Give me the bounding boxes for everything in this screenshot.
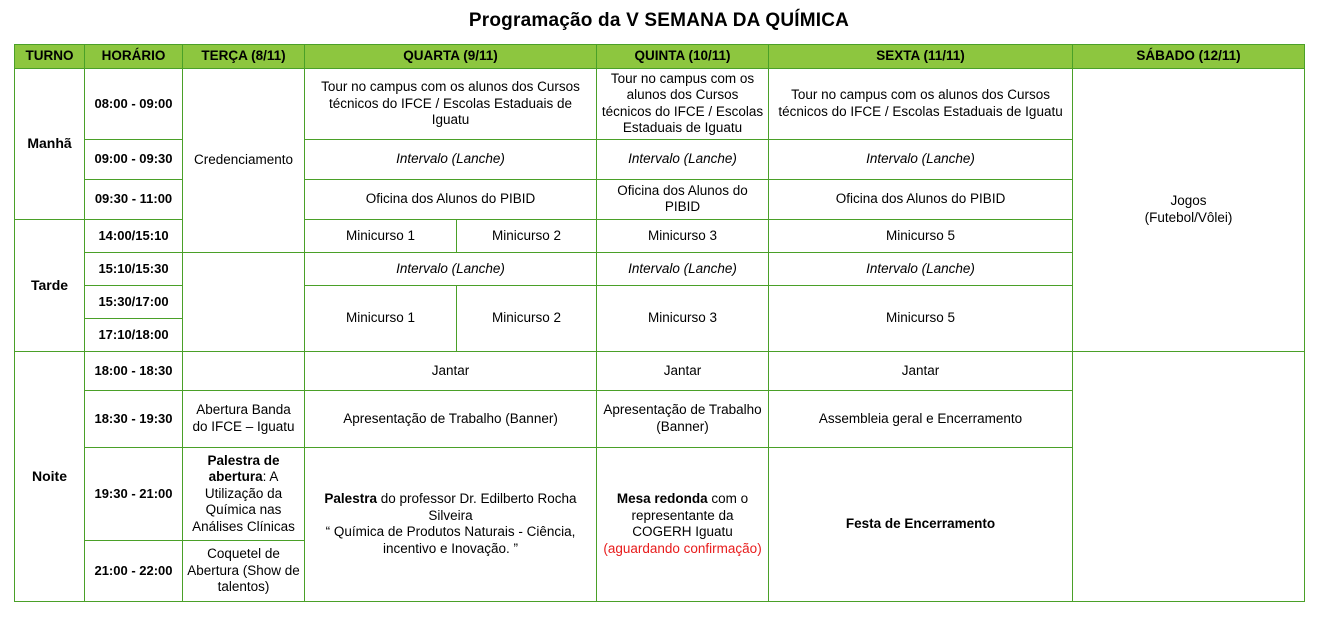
- palestra-rest: do professor Dr. Edilberto Rocha Silveira: [376, 491, 577, 523]
- cell-oficina-sexta: Oficina dos Alunos do PIBID: [769, 179, 1073, 219]
- palestra-abertura-rest: : A Utilização da Química nas Análises Clínicas: [192, 469, 295, 534]
- column-header-horario: HORÁRIO: [85, 45, 183, 69]
- cell-oficina-quinta: Oficina dos Alunos do PIBID: [597, 179, 769, 219]
- cell-minicurso-2: Minicurso 2: [457, 219, 597, 252]
- cell-minicurso-1b: Minicurso 1: [305, 285, 457, 351]
- cell-mesa-redonda: [597, 447, 769, 601]
- cell-credenciamento-tarde: [183, 252, 305, 351]
- time-1930-2100: 19:30 - 21:00: [85, 447, 183, 540]
- mesa-label: Mesa redonda: [616, 491, 708, 507]
- time-0930-1100: 09:30 - 11:00: [85, 179, 183, 219]
- column-header-turno: TURNO: [15, 45, 85, 69]
- cell-intervalo-quinta-manha: Intervalo (Lanche): [597, 139, 769, 179]
- cell-minicurso-5: Minicurso 5: [769, 219, 1073, 252]
- time-1510-1530: 15:10/15:30: [85, 252, 183, 285]
- time-2100-2200: 21:00 - 22:00: [85, 540, 183, 601]
- cell-intervalo-quarta-tarde: Intervalo (Lanche): [305, 252, 597, 285]
- cell-intervalo-quinta-tarde: Intervalo (Lanche): [597, 252, 769, 285]
- cell-intervalo-quarta-manha: Intervalo (Lanche): [305, 139, 597, 179]
- cell-minicurso-2b: Minicurso 2: [457, 285, 597, 351]
- header-row: [15, 45, 1305, 69]
- column-header-terca: TERÇA (8/11): [183, 45, 305, 69]
- cell-apresentacao-quarta: Apresentação de Trabalho (Banner): [305, 390, 597, 447]
- cell-jogos: [1073, 69, 1305, 352]
- cell-assembleia: Assembleia geral e Encerramento: [769, 390, 1073, 447]
- column-header-quarta: QUARTA (9/11): [305, 45, 597, 69]
- time-0900-0930: 09:00 - 09:30: [85, 139, 183, 179]
- cell-oficina-quarta: Oficina dos Alunos do PIBID: [305, 179, 597, 219]
- cell-credenciamento: Credenciamento: [183, 69, 305, 253]
- jogos-line2: (Futebol/Vôlei): [1144, 209, 1233, 225]
- table-row: [15, 69, 1305, 140]
- mesa-rest: com o representante da COGERH Iguatu: [631, 491, 749, 540]
- cell-palestra-abertura: [183, 447, 305, 540]
- shift-tarde: Tarde: [15, 219, 85, 351]
- time-0800-0900: 08:00 - 09:00: [85, 69, 183, 140]
- cell-tour-sexta: Tour no campus com os alunos dos Cursos técnicos do IFCE / Escolas Estaduais de Iguatu: [769, 69, 1073, 140]
- shift-manha: Manhã: [15, 69, 85, 220]
- table-header: [15, 45, 1305, 69]
- column-header-sabado: SÁBADO (12/11): [1073, 45, 1305, 69]
- cell-jantar-quarta: Jantar: [305, 351, 597, 390]
- time-1710-1800: 17:10/18:00: [85, 318, 183, 351]
- cell-sabado-noite-empty: [1073, 351, 1305, 601]
- cell-minicurso-1: Minicurso 1: [305, 219, 457, 252]
- cell-coquetel: Coquetel de Abertura (Show de talentos): [183, 540, 305, 601]
- time-1400-1510: 14:00/15:10: [85, 219, 183, 252]
- mesa-pending-note: (aguardando confirmação): [603, 540, 762, 556]
- cell-noite-terca-empty: [183, 351, 305, 390]
- cell-tour-quinta: Tour no campus com os alunos dos Cursos técnicos do IFCE / Escolas Estaduais de Iguatu: [597, 69, 769, 140]
- palestra-label: Palestra: [324, 491, 377, 507]
- cell-abertura-banda: Abertura Banda do IFCE – Iguatu: [183, 390, 305, 447]
- cell-minicurso-3b: Minicurso 3: [597, 285, 769, 351]
- cell-intervalo-sexta-manha: Intervalo (Lanche): [769, 139, 1073, 179]
- palestra-line2: “ Química de Produtos Naturais - Ciência, incentivo e Inovação. ”: [325, 524, 576, 556]
- time-1830-1930: 18:30 - 19:30: [85, 390, 183, 447]
- page-title: Programação da V SEMANA DA QUÍMICA: [468, 10, 850, 31]
- cell-palestra-edilberto: [305, 447, 597, 601]
- time-1530-1700: 15:30/17:00: [85, 285, 183, 318]
- column-header-sexta: SEXTA (11/11): [769, 45, 1073, 69]
- shift-noite: Noite: [15, 351, 85, 601]
- cell-jantar-quinta: Jantar: [597, 351, 769, 390]
- schedule-table: [14, 44, 1305, 602]
- palestra-abertura-label: Palestra de abertura: [207, 452, 280, 485]
- cell-festa-encerramento: Festa de Encerramento: [769, 447, 1073, 601]
- cell-tour-quarta: Tour no campus com os alunos dos Cursos técnicos do IFCE / Escolas Estaduais de Iguatu: [305, 69, 597, 140]
- cell-apresentacao-quinta: Apresentação de Trabalho (Banner): [597, 390, 769, 447]
- column-header-quinta: QUINTA (10/11): [597, 45, 769, 69]
- jogos-line1: Jogos: [1170, 193, 1207, 209]
- cell-jantar-sexta: Jantar: [769, 351, 1073, 390]
- table-row: [15, 351, 1305, 390]
- cell-minicurso-3: Minicurso 3: [597, 219, 769, 252]
- cell-intervalo-sexta-tarde: Intervalo (Lanche): [769, 252, 1073, 285]
- time-1800-1830: 18:00 - 18:30: [85, 351, 183, 390]
- cell-minicurso-5b: Minicurso 5: [769, 285, 1073, 351]
